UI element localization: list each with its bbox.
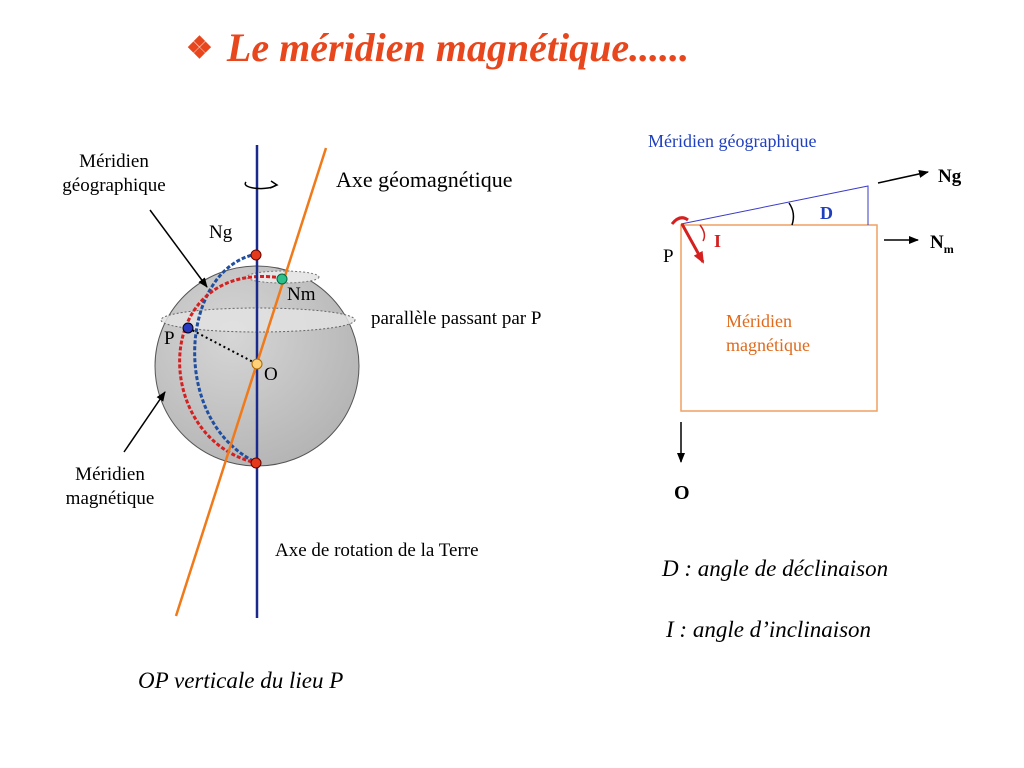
label-meridien-magnetique-right	[726, 309, 810, 357]
nm-sub: m	[943, 241, 954, 256]
ng-point	[251, 250, 261, 260]
o-point	[252, 359, 262, 369]
label-d-angle: D	[820, 203, 833, 223]
nm-point	[277, 274, 287, 284]
label-line-1: Méridien	[79, 151, 149, 172]
meridien-geo-pointer	[150, 210, 207, 287]
title-text: Le méridien magnétique......	[226, 25, 690, 70]
label-line-2: magnétique	[65, 488, 155, 509]
p-point	[183, 323, 193, 333]
label-line-1: Méridien	[726, 311, 792, 331]
label-p-left: P	[164, 328, 175, 349]
label-axe-rotation: Axe de rotation de la Terre	[275, 540, 479, 561]
label-meridien-geographique-left	[50, 150, 178, 198]
label-ng-left: Ng	[209, 222, 233, 243]
label-ng-right: Ng	[938, 166, 962, 187]
legend-inclinaison: I : angle d’inclinaison	[666, 617, 872, 642]
meridien-mag-pointer	[124, 392, 165, 452]
label-o-right: O	[674, 482, 690, 504]
south-point	[251, 458, 261, 468]
declination-arc	[789, 203, 793, 225]
ng-direction-arrow	[878, 172, 928, 183]
nm-main: N	[930, 232, 944, 253]
label-nm-left: Nm	[287, 284, 316, 305]
label-parallele: parallèle passant par P	[371, 308, 542, 329]
title-bullet-icon: ❖	[186, 32, 213, 65]
label-p-right: P	[663, 246, 674, 267]
label-line-2: magnétique	[726, 335, 810, 355]
label-o-left: O	[264, 364, 278, 385]
caption-op-verticale: OP verticale du lieu P	[138, 668, 344, 693]
label-i-angle: I	[714, 231, 722, 251]
label-meridien-geographique-right: Méridien géographique	[648, 131, 817, 151]
label-line-2: géographique	[62, 175, 166, 196]
label-nm-right	[930, 232, 954, 257]
geographic-meridian-plane	[681, 186, 868, 225]
label-axe-geomagnetique: Axe géomagnétique	[336, 167, 513, 192]
legend-declinaison: D : angle de déclinaison	[662, 556, 889, 581]
label-meridien-magnetique-left	[48, 463, 172, 511]
label-line-1: Méridien	[75, 464, 145, 485]
